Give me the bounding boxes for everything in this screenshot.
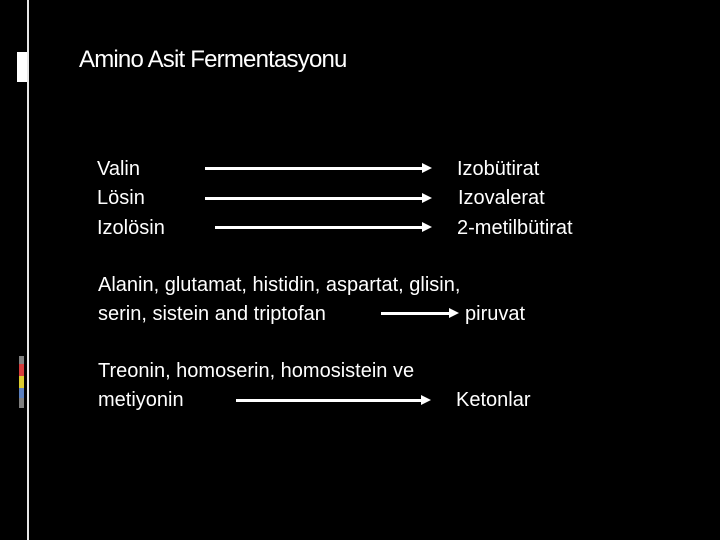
arrow-izolosin: [215, 226, 432, 229]
arrow-ketonlar: [236, 399, 431, 402]
left-border-line: [27, 0, 29, 540]
sidebar-accent-gray-bottom: [19, 398, 24, 408]
sidebar-accent-blue: [19, 388, 24, 398]
title-marker: [17, 52, 27, 82]
substrate-valin: Valin: [97, 158, 140, 180]
reaction2-product: piruvat: [465, 303, 526, 325]
substrate-losin: Lösin: [97, 187, 145, 209]
arrow-piruvat: [381, 312, 459, 315]
reaction3-substrate: metiyonin: [98, 389, 184, 411]
product-izobutirat: Izobütirat: [457, 158, 540, 180]
sidebar-accent-red: [19, 364, 24, 376]
reaction2-line1: Alanin, glutamat, histidin, aspartat, glisin,: [98, 274, 461, 296]
arrow-losin: [205, 197, 432, 200]
arrow-valin: [205, 167, 432, 170]
slide-title: Amino Asit Fermentasyonu: [79, 46, 347, 73]
substrate-izolosin: Izolösin: [97, 217, 165, 239]
reaction3-product: Ketonlar: [456, 389, 531, 411]
product-izovalerat: Izovalerat: [458, 187, 545, 209]
sidebar-accent-gray-top: [19, 356, 24, 364]
product-2-metilbutirat: 2-metilbütirat: [457, 217, 573, 239]
sidebar-accent-yellow: [19, 376, 24, 388]
reaction2-substrate: serin, sistein and triptofan: [98, 303, 326, 325]
reaction3-line1: Treonin, homoserin, homosistein ve: [98, 360, 415, 382]
